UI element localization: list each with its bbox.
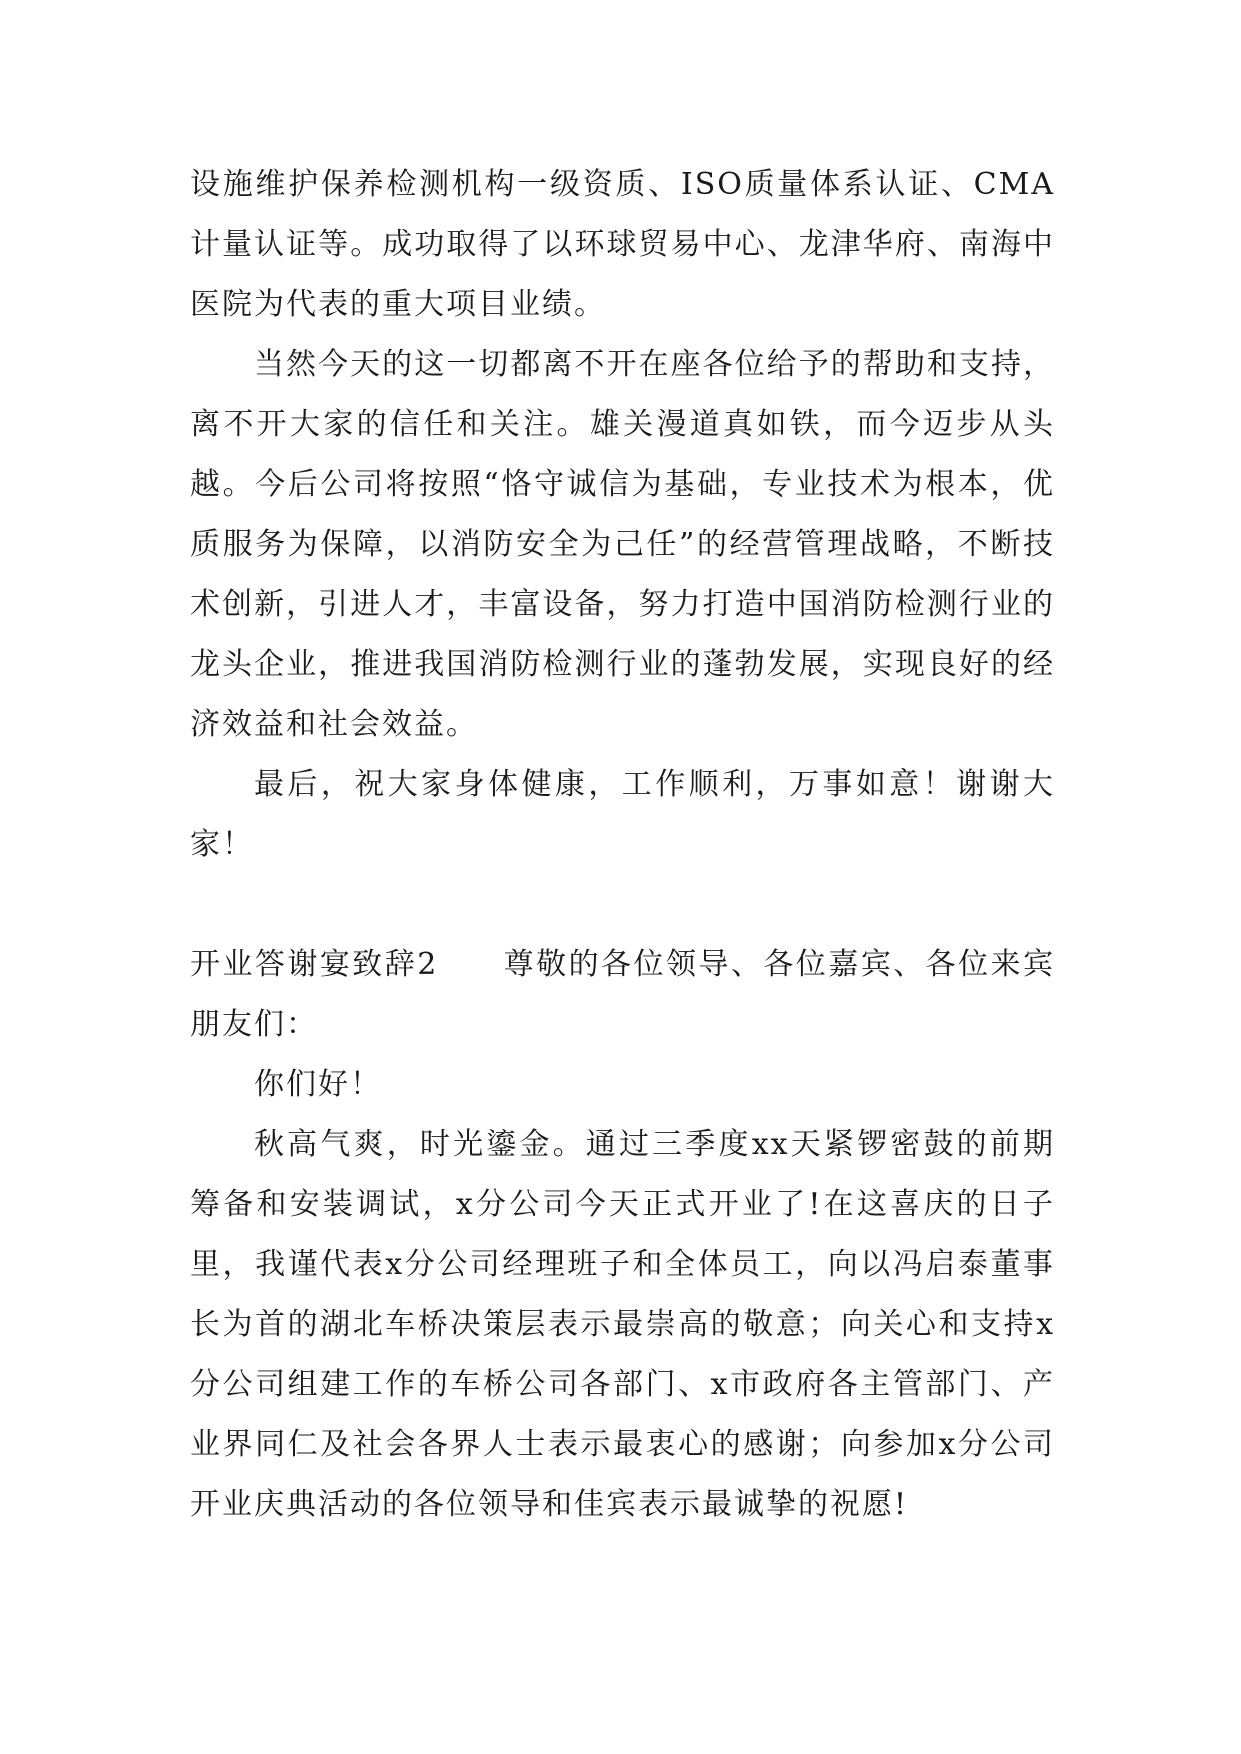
- section2-heading-and-salutation: [190, 935, 1055, 1055]
- section2-body: 秋高气爽，时光鎏金。通过三季度xx天紧锣密鼓的前期筹备和安装调试，x分公司今天正式开业了!在这喜庆的日子里，我谨代表x分公司经理班子和全体员工，向以冯启泰董事长为首的湖北车桥决策层表示最崇高的敬意；向关心和支持x分公司组建工作的车桥公司各部门、x市政府各主管部门、产业界同仁及社会各界人士表示最衷心的感谢；向参加x分公司开业庆典活动的各位领导和佳宾表示最诚挚的祝愿!: [190, 1127, 1055, 1522]
- paragraph-qualifications: 设施维护保养检测机构一级资质、ISO质量体系认证、CMA计量认证等。成功取得了以环球贸易中心、龙津华府、南海中医院为代表的重大项目业绩。: [190, 167, 1055, 322]
- section2-greeting: 你们好！: [254, 1067, 382, 1102]
- paragraph-gratitude-strategy: 当然今天的这一切都离不开在座各位给予的帮助和支持，离不开大家的信任和关注。雄关漫道真如铁，而今迈步从头越。今后公司将按照“恪守诚信为基础，专业技术为根本，优质服务为保障，以消防安全为己任”的经营管理战略，不断技术创新，引进人才，丰富设备，努力打造中国消防检测行业的龙头企业，推进我国消防检测行业的蓬勃发展，实现良好的经济效益和社会效益。: [190, 347, 1055, 742]
- section-spacer: [190, 875, 1055, 935]
- section2-salutation: 尊敬的各位领导、各位嘉宾、各位来宾朋友们：: [190, 947, 1055, 1042]
- heading-spacer: [438, 947, 503, 982]
- paragraph-closing-wishes: 最后，祝大家身体健康，工作顺利，万事如意！谢谢大家！: [190, 767, 1055, 862]
- section2-heading: 开业答谢宴致辞2: [190, 947, 439, 982]
- document-body: [190, 155, 1055, 1535]
